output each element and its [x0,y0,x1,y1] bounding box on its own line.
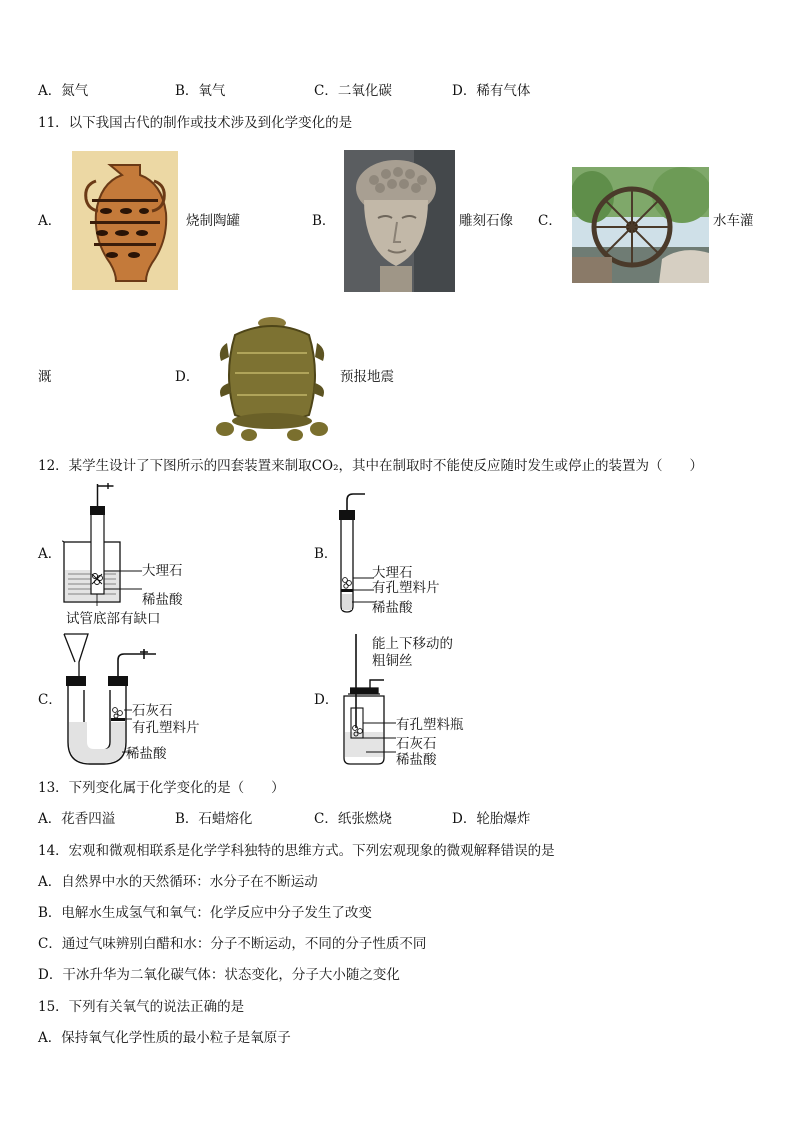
q10-option-c: C．二氧化碳 [314,83,392,99]
q11-c-caption-cont: 溉 [38,369,52,385]
q13-stem: 13．下列变化属于化学变化的是（ ） [38,780,285,796]
q11-c-letter: C． [538,213,562,229]
q10-option-b: B．氧气 [175,83,226,99]
q13-option-a: A．花香四溢 [38,811,116,827]
q13-option-c: C．纸张燃烧 [314,811,392,827]
apparatus-d-label-limestone: 石灰石 [396,736,437,752]
apparatus-c-label-acid: 稀盐酸 [126,746,167,762]
q14-option-b: B．电解水生成氢气和氧气：化学反应中分子发生了改变 [38,905,372,921]
q11-a-caption: 烧制陶罐 [186,213,240,229]
q14-option-d: D．干冰升华为二氧化碳气体：状态变化，分子大小随之变化 [38,967,400,983]
apparatus-a-label-notch: 试管底部有缺口 [66,611,161,627]
apparatus-b-diagram [334,492,382,616]
stone-buddha-head-image [344,150,455,292]
q14-stem: 14．宏观和微观相联系是化学学科独特的思维方式。下列宏观现象的微观解释错误的是 [38,843,555,859]
apparatus-b-label-acid: 稀盐酸 [372,600,413,616]
q12-c-letter: C． [38,692,62,708]
apparatus-b-label-marble: 大理石 [372,565,413,581]
apparatus-d-label-bottle: 有孔塑料瓶 [396,717,464,733]
q12-stem: 12．某学生设计了下图所示的四套装置来制取CO₂，其中在制取时不能使反应随时发生或停止的装置为（ ） [38,458,703,474]
q11-b-caption: 雕刻石像 [459,213,513,229]
q11-stem: 11．以下我国古代的制作或技术涉及到化学变化的是 [38,115,353,131]
q11-c-caption: 水车灌 [713,213,754,229]
apparatus-b-label-plate: 有孔塑料片 [372,580,440,596]
q11-b-letter: B． [312,213,336,229]
apparatus-a-diagram [62,482,152,614]
q13-option-b: B．石蜡熔化 [175,811,253,827]
q12-d-letter: D． [314,692,339,708]
q11-d-caption: 预报地震 [340,369,394,385]
q10-option-d: D．稀有气体 [452,83,531,99]
pottery-jar-image [72,151,178,290]
q14-option-c: C．通过气味辨别白醋和水：分子不断运动，不同的分子性质不同 [38,936,427,952]
apparatus-d-label-movable: 能上下移动的 [372,636,453,652]
apparatus-d-label-copper-wire: 粗铜丝 [372,653,413,669]
q12-a-letter: A． [38,546,62,562]
q11-a-letter: A． [38,213,62,229]
apparatus-a-label-marble: 大理石 [142,563,183,579]
apparatus-a-label-acid: 稀盐酸 [142,592,183,608]
q15-stem: 15．下列有关氧气的说法正确的是 [38,999,245,1015]
q10-option-a: A．氮气 [38,83,89,99]
seismograph-image [213,313,331,443]
waterwheel-image [572,167,709,283]
q13-option-d: D．轮胎爆炸 [452,811,531,827]
apparatus-c-label-limestone: 石灰石 [132,703,173,719]
apparatus-d-label-acid: 稀盐酸 [396,752,437,768]
q14-option-a: A．自然界中水的天然循环：水分子在不断运动 [38,874,318,890]
q12-b-letter: B． [314,546,338,562]
q11-d-letter: D． [175,369,200,385]
q15-option-a: A．保持氧气化学性质的最小粒子是氧原子 [38,1030,291,1046]
apparatus-c-label-plate: 有孔塑料片 [132,720,200,736]
